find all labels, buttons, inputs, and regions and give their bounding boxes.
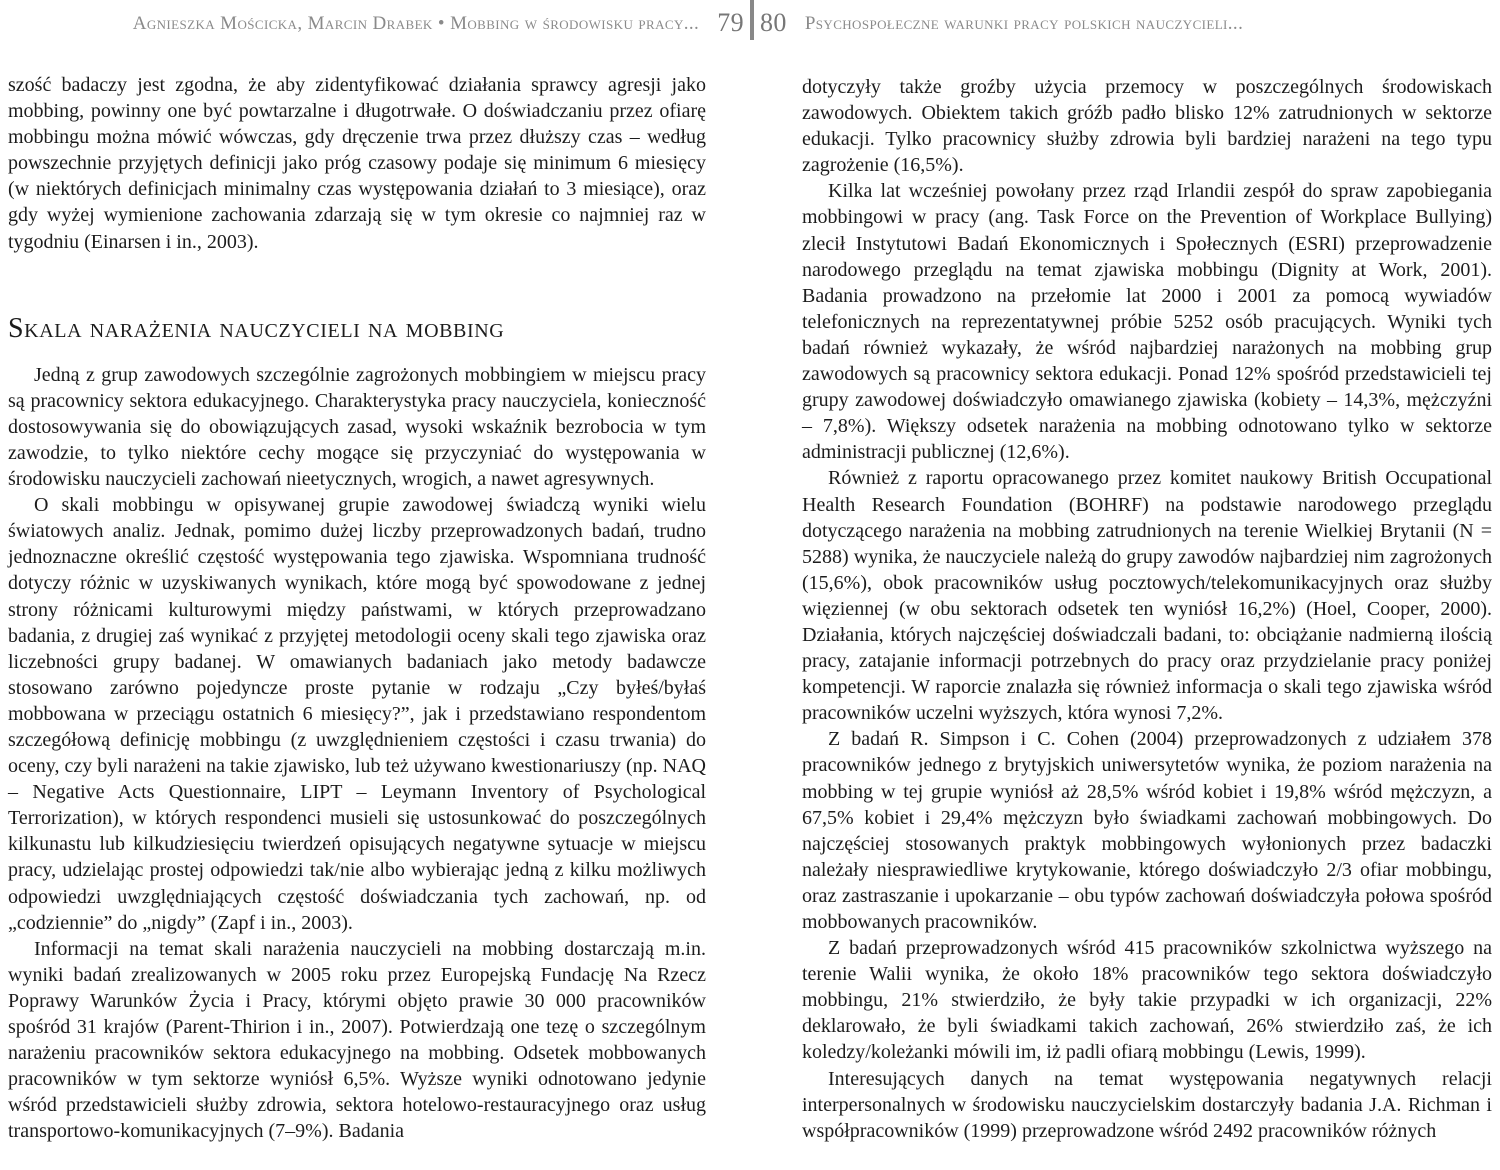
body-paragraph: Kilka lat wcześniej powołany przez rząd Irlandii zespół do spraw zapobiegania mobbingowi w pracy (ang. Task Force on the Prevention of Workplace Bullying) zlecił Instytutowi Badań Ekonomicznych i Społecznych (ESRI) przeprowadzenie narodowego przeglądu na temat zjawiska mobbingu (Dignity at Work, 2001). Badania prowadzono na przełomie lat 2000 i 2001 za pomocą wywiadów telefonicznych na reprezentatywnej próbie 5252 osób pracujących. Wyniki tych badań również wykazały, że wśród najbardziej narażonych na mobbing grup zawodowych są pracownicy sektora edukacji. Ponad 12% spośród przedstawicieli tej grupy zawodowej doświadczyło omawianego zjawiska (kobiety – 14,3%, mężczyźni – 7,8%). Większy odsetek narażenia na mobbing odnotowano tylko w sektorze administracji publicznej (12,6%).: [802, 180, 1492, 464]
body-paragraph: Jedną z grup zawodowych szczególnie zagrożonych mobbingiem w miejscu pracy są pracownicy sektora edukacyjnego. Charakterystyka pracy nauczyciela, konieczność dostosowywania się do obowiązujących zasad, wysoki wskaźnik bezrobocia w tym zawodzie, to tylko niektóre cechy mogące się przyczyniać do występowania w środowisku nauczycieli zachowań nieetycznych, wrogich, a nawet agresywnych.: [8, 363, 706, 491]
body-paragraph: O skali mobbingu w opisywanej grupie zawodowej świadczą wyniki wielu światowych analiz. Jednak, pomimo dużej liczby przeprowadzonych badań, trudno jednoznaczne określić częstość występowania tego zjawiska. Wspomniana trudność dotyczy różnic w uzyskiwanych wynikach, które mogą być spowodowane z jednej strony różnicami kulturowymi między państwami, w których przeprowadzano badania, z drugiej zaś wynikać z przyjętej metodologii oceny skali tego zjawiska oraz liczebności grupy badanej. W omawianych badaniach jako metody badawcze stosowano zarówno pojedyncze proste pytanie w rodzaju „Czy byłeś/byłaś mobbowana w przeciągu ostatnich 6 miesięcy?”, jak i przedstawiano respondentom szczegółową definicję mobbingu (z uwzględnieniem częstości i czasu trwania) do oceny, czy byli narażeni na takie zjawisko, lub też używano kwestionariuszy (np. NAQ – Negative Acts Questionnaire, LIPT – Leymann Inventory of Psychological Terrorization), w których respondenci musieli się ustosunkować do poszczególnych kilkunastu lub kilkudziesięciu twierdzeń opisujących negatywne sytuacje w miejscu pracy, udzielając prostej odpowiedzi tak/nie albo wybierając jedną z kilku możliwych odpowiedzi uwzględniających częstość doświadczania tych zachowań, np. od „codziennie” do „nigdy” (Zapf i in., 2003).: [8, 494, 706, 934]
body-paragraph: dotyczyły także groźby użycia przemocy w poszczególnych środowiskach zawodowych. Obiektem takich gróźb padło blisko 12% zatrudnionych w sektorze edukacji. Tylko pracownicy służby zdrowia byli bardziej narażeni na tego typu zagrożenie (16,5%).: [802, 76, 1492, 177]
left-page-header: [0, 0, 752, 40]
right-page: [752, 0, 1500, 1170]
right-page-body: [802, 74, 1492, 1144]
section-heading: Skala narażenia nauczycieli na mobbing: [8, 312, 505, 344]
body-paragraph: Również z raportu opracowanego przez komitet naukowy British Occupational Health Research Foundation (BOHRF) na podstawie narodowego przeglądu dotyczącego narażenia na mobbing zatrudnionych na terenie Wielkiej Brytanii (N = 5288) wynika, że nauczyciele należą do grupy zawodów najbardziej nim zagrożonych (15,6%), obok pracowników usług pocztowych/telekomunikacyjnych oraz służby więziennej (w obu sektorach odsetek ten wyniósł 16,2%) (Hoel, Cooper, 2000). Działania, których najczęściej doświadczali badani, to: obciążanie nadmierną ilością pracy, zatajanie informacji potrzebnych do pracy oraz przydzielanie pracy poniżej kompetencji. W raporcie znalazła się również informacja o skali tego zjawiska wśród pracowników uczelni wyższych, która wynosi 7,2%.: [802, 467, 1492, 725]
intro-paragraph: szość badaczy jest zgodna, że aby zidentyfikować działania sprawcy agresji jako mobbing, powinny one być powtarzalne i długotrwałe. O doświadczaniu przez ofiarę mobbingu można mówić wówczas, gdy dręczenie trwa przez dłuższy czas – według powszechnie przyjętych definicji jako próg czasowy podaje się minimum 6 miesięcy (w niektórych definicjach minimalny czas występowania działań to 3 miesiące), oraz gdy wyżej wymienione zachowania zdarzają się w tym okresie co najmniej raz w tygodniu (Einarsen i in., 2003).: [8, 74, 706, 253]
left-running-title: Agnieszka Mościcka, Marcin Drabek • Mobbing w środowisku pracy...: [132, 13, 700, 34]
body-paragraph: Z badań przeprowadzonych wśród 415 pracowników szkolnictwa wyższego na terenie Walii wynika, że około 18% pracowników tego sektora doświadczyło mobbingu, 21% stwierdziło, że były takie przypadki w ich organizacji, 22% deklarowało, że byli świadkami takich zachowań, 26% stwierdziło zaś, że ich koledzy/koleżanki mówili im, iż padli ofiarą mobbingu (Lewis, 1999).: [802, 937, 1492, 1064]
body-paragraph: Interesujących danych na temat występowania negatywnych relacji interpersonalnych w środowisku nauczycielskim dostarczyły badania J.A. Richman i współpracowników (1999) przeprowadzone wśród 2492 pracowników różnych: [802, 1067, 1492, 1142]
left-page-body: [8, 72, 706, 1144]
right-page-number: 80: [752, 0, 793, 40]
body-paragraph: Z badań R. Simpson i C. Cohen (2004) przeprowadzonych z udziałem 378 pracowników jednego z brytyjskich uniwersytetów wynika, że poziom narażenia na mobbing w tej grupie wyniósł aż 28,5% wśród kobiet i 19,8% wśród mężczyzn, a 67,5% kobiet i 29,4% mężczyzn było świadkami zachowań mobbingowych. Do najczęściej stosowanych praktyk mobbingowych wyłonionych przez badaczki należały niesprawiedliwe krytykowanie, którego doświadczyło 2/3 ofiar mobbingu, oraz zastraszanie i upokarzanie – obu typów zachowań doświadczyła połowa spośród mobbowanych pracowników.: [802, 728, 1492, 933]
right-page-header: [752, 0, 1500, 40]
right-running-title: Psychospołeczne warunki pracy polskich nauczycieli...: [804, 13, 1244, 34]
body-paragraph: Informacji na temat skali narażenia nauczycieli na mobbing dostarczają m.in. wyniki badań zrealizowanych w 2005 roku przez Europejską Fundację Na Rzecz Poprawy Warunków Życia i Pracy, którymi objęto prawie 30 000 pracowników spośród 31 krajów (Parent-Thirion i in., 2007). Potwierdzają one tezę o szczególnym narażeniu pracowników sektora edukacyjnego na mobbing. Odsetek mobbowanych pracowników w tym sektorze wyniósł 6,5%. Wyższe wyniki odnotowano jedynie wśród przedstawicieli służby zdrowia, sektora hotelowo-restauracyjnego oraz usług transportowo-komunikacyjnych (7–9%). Badania: [8, 937, 706, 1143]
left-page-number: 79: [711, 0, 752, 40]
